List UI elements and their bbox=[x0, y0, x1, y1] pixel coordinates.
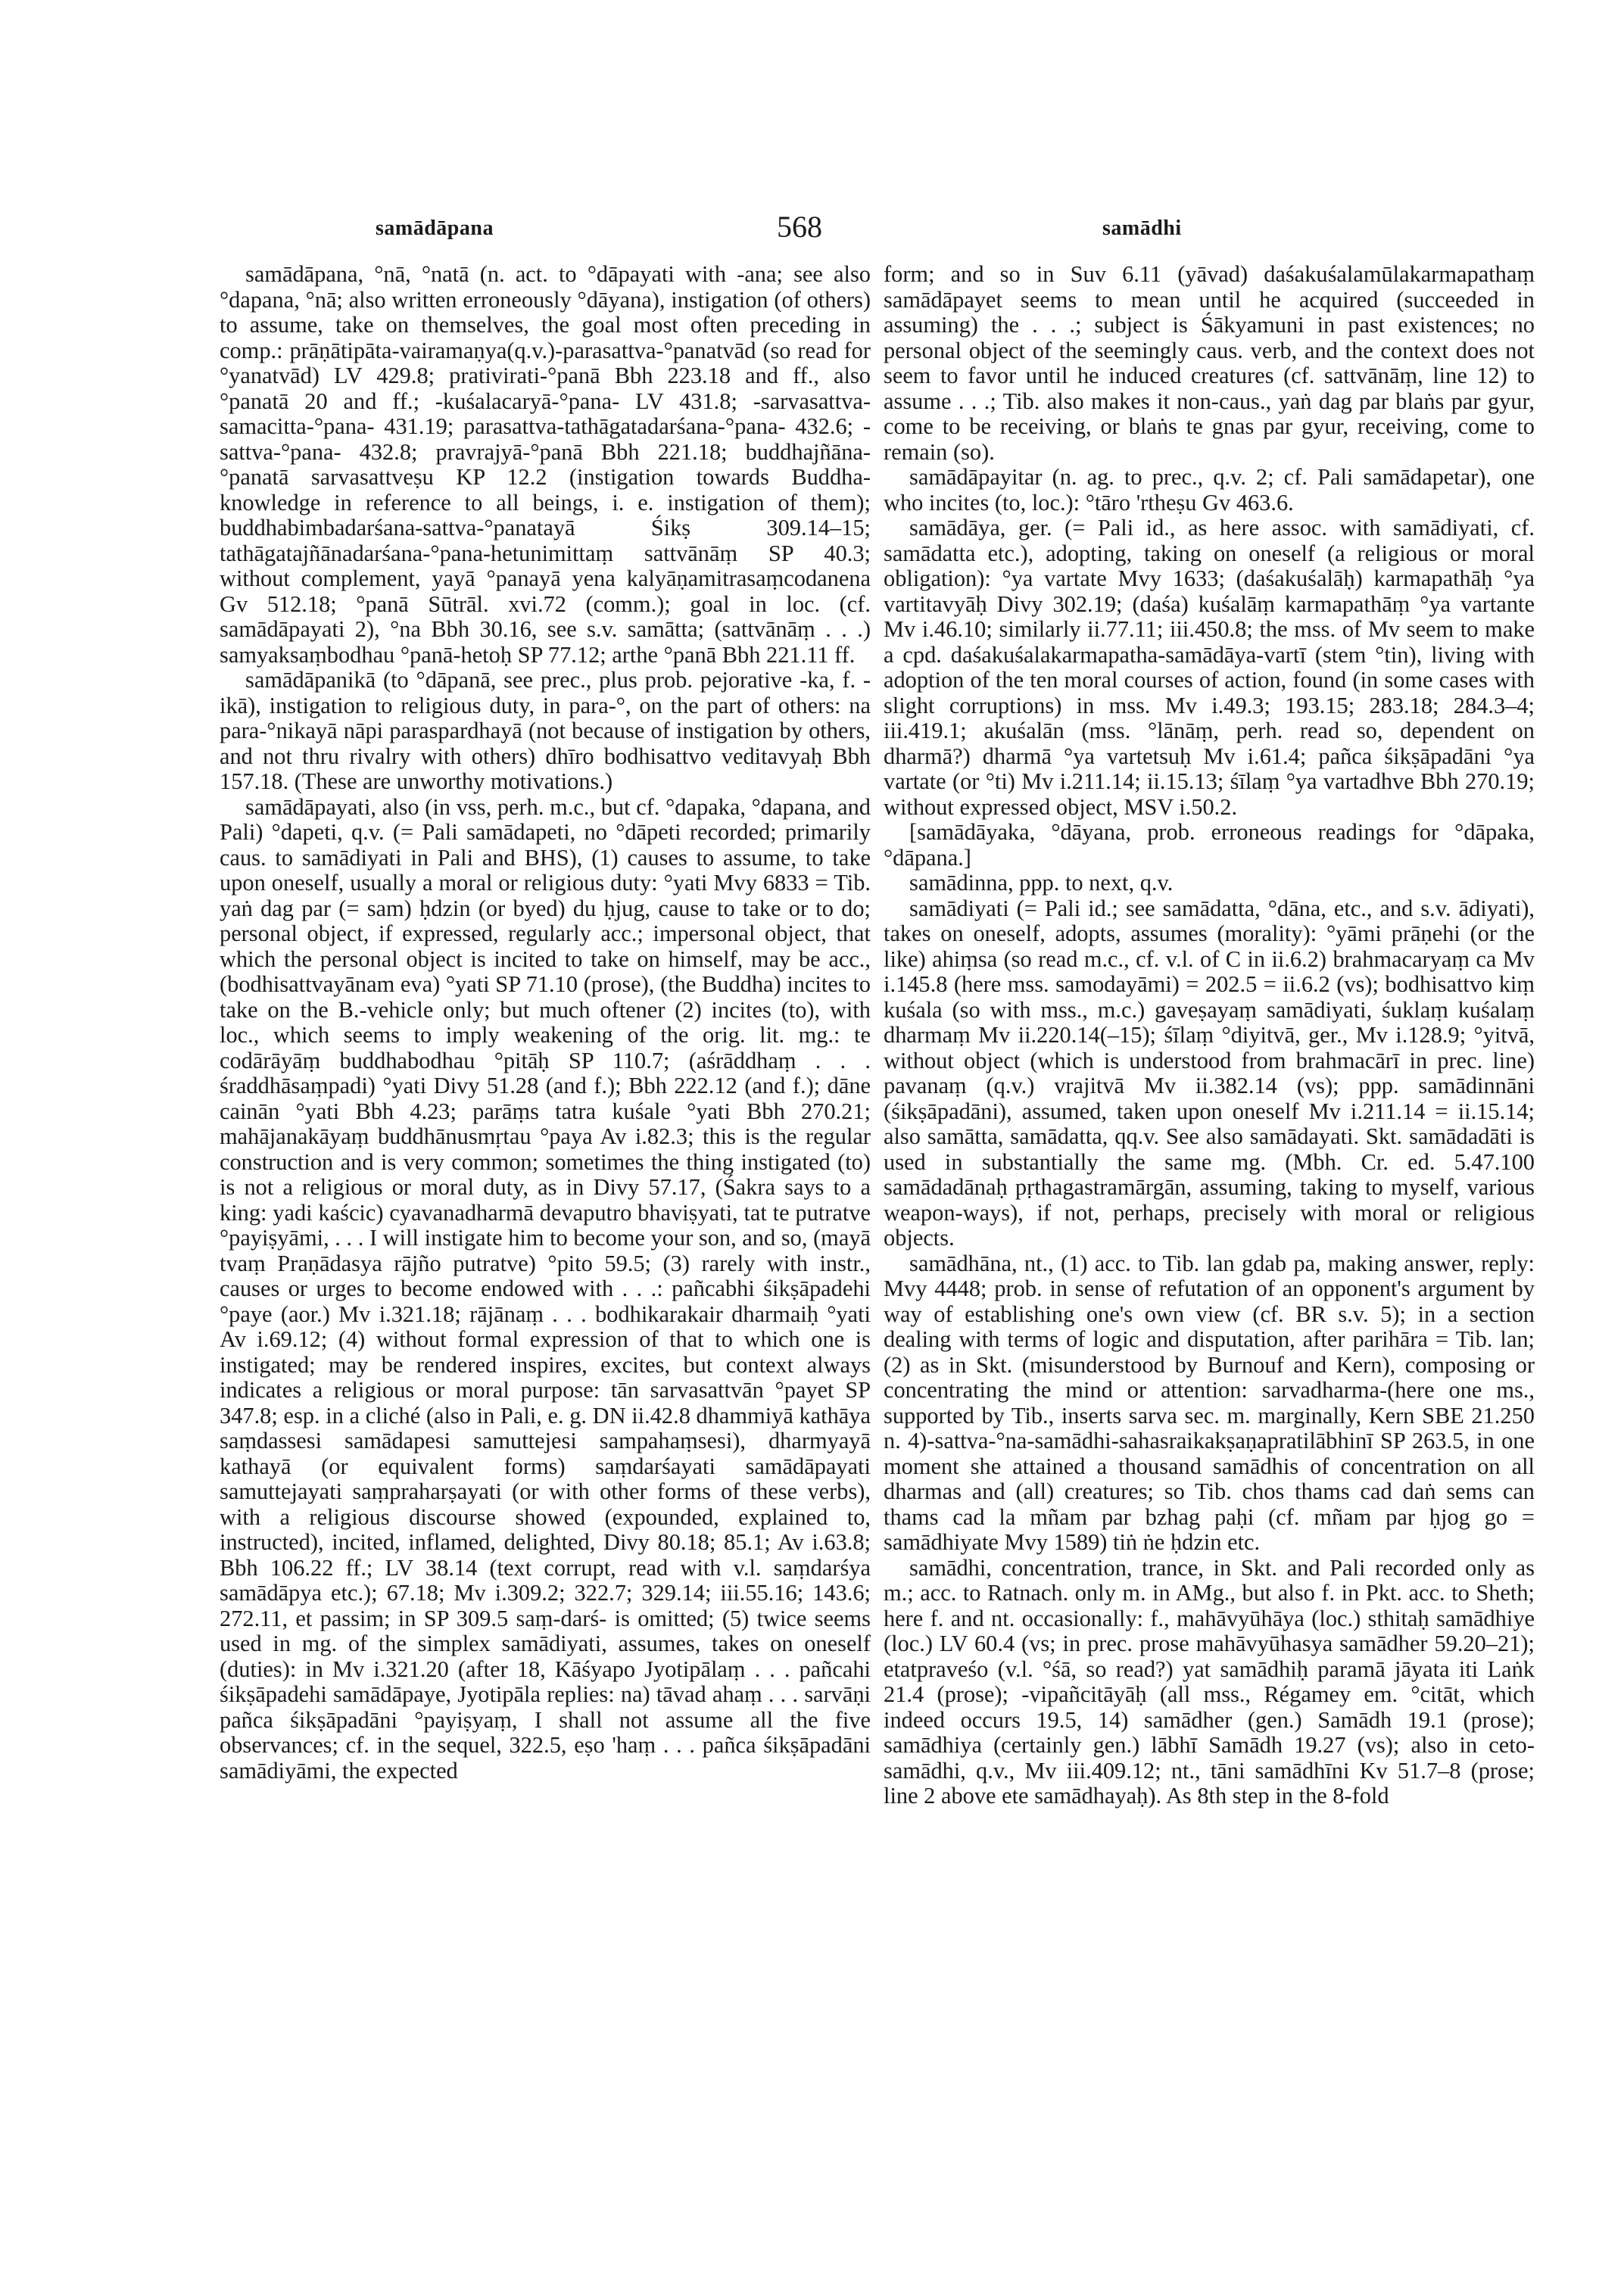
entry-samadiyati: samādiyati (= Pali id.; see samādatta, °dāna, etc., and s.v. ādiyati), takes on oneself, adopts, assumes (morality): °yāmi prāṇehi (or the like) ahiṃsa (so read m.c., cf. v.l. of C in ii.6.2) brahmacaryaṃ ca Mv i.145.8 (here mss. samodayāmi) = 202.5 = ii.6.2 (vs); bodhisattvo kiṃ kuśala (so with mss., m.c.) gaveṣayaṃ samādiyati, śuklaṃ kuśalaṃ dharmaṃ Mv ii.220.14(–15); śīlaṃ °diyitvā, ger., Mv i.128.9; °yitvā, without object (which is understood from brahmacārī in prec. line) pavanaṃ (q.v.) vrajitvā Mv ii.382.14 (vs); ppp. samādinnāni (śikṣāpadāni), assumed, taken upon oneself Mv i.211.14 = ii.15.14; also samātta, samādatta, qq.v. See also samādayati. Skt. samādadāti is used in substantially the same mg. (Mbh. Cr. ed. 5.47.100 samādadānaḥ pṛthagastramārgān, assuming, taking to myself, various weapon-ways), if not, perhaps, precisely with moral or religious objects. bbox=[884, 895, 1535, 1251]
running-head-right: samādhi bbox=[1102, 217, 1182, 240]
page-number: 568 bbox=[777, 210, 822, 244]
right-column bbox=[884, 262, 1535, 1809]
left-column bbox=[220, 262, 871, 1784]
entry-samadapana: samādāpana, °nā, °natā (n. act. to °dāpayati with -ana; see also °dapana, °nā; also written erroneously °dāyana), instigation (of others) to assume, take on themselves, the goal most often preceding in comp.: prāṇātipāta-vairamaṇya(q.v.)-parasattva-°panatvād (so read for °yanatvād) LV 429.8; prativirati-°panā Bbh 223.18 and ff., also °panatā 20 and ff.; -kuśalacaryā-°pana- LV 431.8; -sarvasattva-samacitta-°pana- 431.19; parasattva-tathāgatadarśana-°pana- 432.6; -sattva-°pana- 432.8; pravrajyā-°panā Bbh 221.18; buddhajñāna-°panatā sarvasattveṣu KP 12.2 (instigation towards Buddha-knowledge in reference to all beings, i. e. instigation of them); buddhabimbadarśana-sattva-°panatayā Śikṣ 309.14–15; tathāgatajñānadarśana-°pana-hetunimittaṃ sattvānāṃ SP 40.3; without complement, yayā °panayā yena kalyāṇamitrasaṃcodanena Gv 512.18; °panā Sūtrāl. xvi.72 (comm.); goal in loc. (cf. samādāpayati 2), °na Bbh 30.16, see s.v. samātta; (sattvānāṃ . . .) samyaksaṃbodhau °panā-hetoḥ SP 77.12; arthe °panā Bbh 221.11 ff. bbox=[220, 261, 871, 668]
entry-samadapayati-continued: form; and so in Suv 6.11 (yāvad) daśakuśalamūlakarmapathaṃ samādāpayet seems to mean until he acquired (succeeded in assuming) the . . .; subject is Śākyamuni in past existences; no personal object of the seemingly caus. verb, and the context does not seem to favor until he induced creatures (cf. sattvānāṃ, line 12) to assume . . .; Tib. also makes it non-caus., yaṅ dag par blaṅs par gyur, come to be receiving, or blaṅs te gnas par gyur, receiving, come to remain (so). bbox=[884, 261, 1535, 465]
entry-samadayaka: [samādāyaka, °dāyana, prob. erroneous readings for °dāpaka, °dāpana.] bbox=[884, 819, 1535, 871]
entry-samadinna: samādinna, ppp. to next, q.v. bbox=[909, 870, 1174, 896]
running-head-left: samādāpana bbox=[376, 217, 494, 240]
entry-samadapayati: samādāpayati, also (in vss, perh. m.c., but cf. °dapaka, °dapana, and Pali) °dapeti, q.v. (= Pali samādapeti, no °dāpeti recorded; primarily caus. to samādiyati in Pali and BHS), (1) causes to assume, to take upon oneself, usually a moral or religious duty: °yati Mvy 6833 = Tib. yaṅ dag par (= sam) ḥdzin (or byed) du ḥjug, cause to take or to do; personal object, if expressed, regularly acc.; impersonal object, that which the personal object is incited to take on himself, may be acc., (bodhisattvayānam eva) °yati SP 71.10 (prose), (the Buddha) incites to take on the B.-vehicle only; but much oftener (2) incites (to), with loc., which seems to imply weakening of the orig. lit. mg.: te codārāyāṃ buddhabodhau °pitāḥ SP 110.7; (aśrāddhaṃ . . . śraddhāsaṃpadi) °yati Divy 51.28 (and f.); Bbh 222.12 (and f.); dāne cainān °yati Bbh 4.23; parāṃs tatra kuśale °yati Bbh 270.21; mahājanakāyaṃ buddhānusmṛtau °paya Av i.82.3; this is the regular construction and is very common; sometimes the thing instigated (to) is not a religious or moral duty, as in Divy 57.17, (Śakra says to a king: yadi kaścic) cyavanadharmā devaputro bhaviṣyati, tat te putratve °payiṣyāmi, . . . I will instigate him to become your son, and so, (mayā tvaṃ Praṇādasya rājño putratve) °pito 59.5; (3) rarely with instr., causes or urges to become endowed with . . .: pañcabhi śikṣāpadehi °paye (aor.) Mv i.321.18; rājānaṃ . . . bodhikarakair dharmaiḥ °yati Av i.69.12; (4) without formal expression of that to which one is instigated; may be rendered inspires, excites, but context always indicates a religious or moral purpose: tān sarvasattvān °payet SP 347.8; esp. in a cliché (also in Pali, e. g. DN ii.42.8 dhammiyā kathāya saṃdassesi samādapesi samuttejesi sampahaṃsesi), dharmyayā kathayā (or equivalent forms) saṃdarśayati samādāpayati samuttejayati saṃpraharṣayati (or with other forms of these verbs), with a religious discourse showed (expounded, explained to, instructed), incited, inflamed, delighted, Divy 80.18; 85.1; Av i.63.8; Bbh 106.22 ff.; LV 38.14 (text corrupt, read with v.l. saṃdarśya samādāpya etc.); 67.18; Mv i.309.2; 322.7; 329.14; iii.55.16; 143.6; 272.11, et passim; in SP 309.5 saṃ-darś- is omitted; (5) twice seems used in mg. of the simplex samādiyati, assumes, takes on oneself (duties): in Mv i.321.20 (after 18, Kāśyapo Jyotipālaṃ . . . pañcahi śikṣāpadehi samādāpaye, Jyotipāla replies: na) tāvad ahaṃ . . . sarvāṇi pañca śikṣāpadāni °payiṣyaṃ, I shall not assume all the five observances; cf. in the sequel, 322.5, eṣo 'haṃ . . . pañca śikṣāpadāni samādiyāmi, the expected bbox=[220, 793, 871, 1784]
entry-samadapanika: samādāpanikā (to °dāpanā, see prec., plus prob. pejorative -ka, f. -ikā), instigation to religious duty, in para-°, on the part of others: na para-°nikayā nāpi paraspardhayā (not because of instigation by others, and not thru rivalry with others) dhīro bodhisattvo veditavyaḥ Bbh 157.18. (These are unworthy motivations.) bbox=[220, 667, 871, 794]
entry-samadapayitar: samādāpayitar (n. ag. to prec., q.v. 2; cf. Pali samādapetar), one who incites (to, loc.): °tāro 'rtheṣu Gv 463.6. bbox=[884, 464, 1535, 516]
entry-samadhana: samādhāna, nt., (1) acc. to Tib. lan gdab pa, making answer, reply: Mvy 4448; prob. in sense of refutation of an opponent's argument by way of establishing one's own view (cf. BR s.v. 5); in a section dealing with terms of logic and disputation, after parihāra = Tib. lan; (2) as in Skt. (misunderstood by Burnouf and Kern), composing or concentrating the mind or attention: sarvadharma-(here one ms., supported by Tib., inserts sarva sec. m. marginally, Kern SBE 21.250 n. 4)-sattva-°na-samādhi-sahasraikakṣaṇapratilābhinī SP 263.5, in one moment she attained a thousand samādhis of concentration on all dharmas and (all) creatures; so Tib. chos thams cad daṅ sems can thams cad la mñam par bzhag paḥi (cf. mñam par ḥjog go = samādhiyate Mvy 1589) tiṅ ṅe ḥdzin etc. bbox=[884, 1250, 1535, 1555]
entry-samadaya: samādāya, ger. (= Pali id., as here assoc. with samādiyati, cf. samādatta etc.), adopting, taking on oneself (a religious or moral obligation): °ya vartate Mvy 1633; (daśakuśalāḥ) karmapathāḥ °ya vartitavyāḥ Divy 302.19; (daśa) kuśalāṃ karmapathāṃ °ya vartante Mv i.46.10; similarly ii.77.11; iii.450.8; the mss. of Mv seem to make a cpd. daśakuśalakarmapatha-samādāya-vartī (stem °tin), living with adoption of the ten moral courses of action, found (in some cases with slight corruptions) in mss. Mv i.49.3; 193.15; 283.18; 284.3–4; iii.419.1; akuśalān (mss. °lānāṃ, perh. read so, dependent on dharmā?) dharmā °ya vartetsuḥ Mv i.61.4; pañca śikṣāpadāni °ya vartate (or °ti) Mv i.211.14; ii.15.13; śīlaṃ °ya vartadhve Bbh 270.19; without expressed object, MSV i.50.2. bbox=[884, 515, 1535, 820]
entry-samadhi: samādhi, concentration, trance, in Skt. and Pali recorded only as m.; acc. to Ratnach. only m. in AMg., but also f. in Pkt. acc. to Sheth; here f. and nt. occasionally: f., mahāvyūhāya (loc.) sthitaḥ samādhiye (loc.) LV 60.4 (vs; in prec. prose mahāvyūhasya samādher 59.20–21); etatpraveśo (v.l. °śā, so read?) yat samādhiḥ paramā jāyata iti Laṅk 21.4 (prose); -vipañcitāyāḥ (all mss., Régamey em. °citāt, which indeed occurs 19.5, 14) samādher (gen.) Samādh 19.1 (prose); samādhiya (certainly gen.) lābhī Samādh 19.27 (vs); also in ceto-samādhi, q.v., Mv iii.409.12; nt., tāni samādhīni Kv 51.7–8 (prose; line 2 above ete samādhayaḥ). As 8th step in the 8-fold bbox=[884, 1554, 1535, 1809]
